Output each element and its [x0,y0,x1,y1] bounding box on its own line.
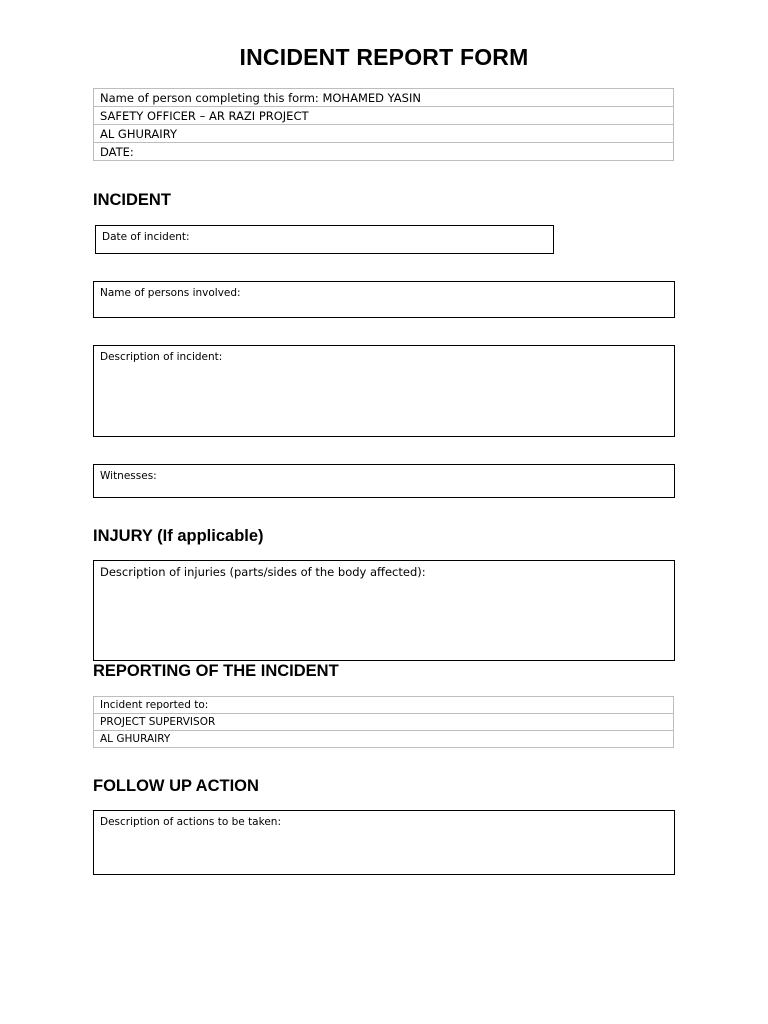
reporting-heading: REPORTING OF THE INCIDENT [93,662,339,680]
persons-involved-label: Name of persons involved: [100,287,241,299]
header-info-table [93,88,674,161]
reporting-table [93,696,674,748]
incident-description-label: Description of incident: [100,351,223,363]
follow-up-actions-label: Description of actions to be taken: [100,816,281,828]
witnesses-label: Witnesses: [100,470,157,482]
incident-heading: INCIDENT [93,191,171,209]
injury-heading: INJURY (If applicable) [93,527,264,545]
reported-to-position-row[interactable]: PROJECT SUPERVISOR [94,714,674,731]
persons-involved-field[interactable] [93,281,675,318]
injury-description-field[interactable] [93,560,675,661]
date-of-incident-field[interactable] [95,225,554,254]
follow-up-actions-field[interactable] [93,810,675,875]
date-row[interactable]: DATE: [94,143,674,161]
date-of-incident-label: Date of incident: [102,231,190,243]
company-row[interactable]: AL GHURAIRY [94,125,674,143]
position-row[interactable]: SAFETY OFFICER – AR RAZI PROJECT [94,107,674,125]
reported-to-row[interactable]: Incident reported to: [94,697,674,714]
injury-description-label: Description of injuries (parts/sides of the body affected): [100,565,426,579]
incident-description-field[interactable] [93,345,675,437]
reported-to-name-row[interactable]: AL GHURAIRY [94,731,674,748]
witnesses-field[interactable] [93,464,675,498]
form-title: INCIDENT REPORT FORM [239,44,529,70]
completed-by-row[interactable]: Name of person completing this form: MOHAMED YASIN [94,89,674,107]
follow-up-heading: FOLLOW UP ACTION [93,777,259,795]
